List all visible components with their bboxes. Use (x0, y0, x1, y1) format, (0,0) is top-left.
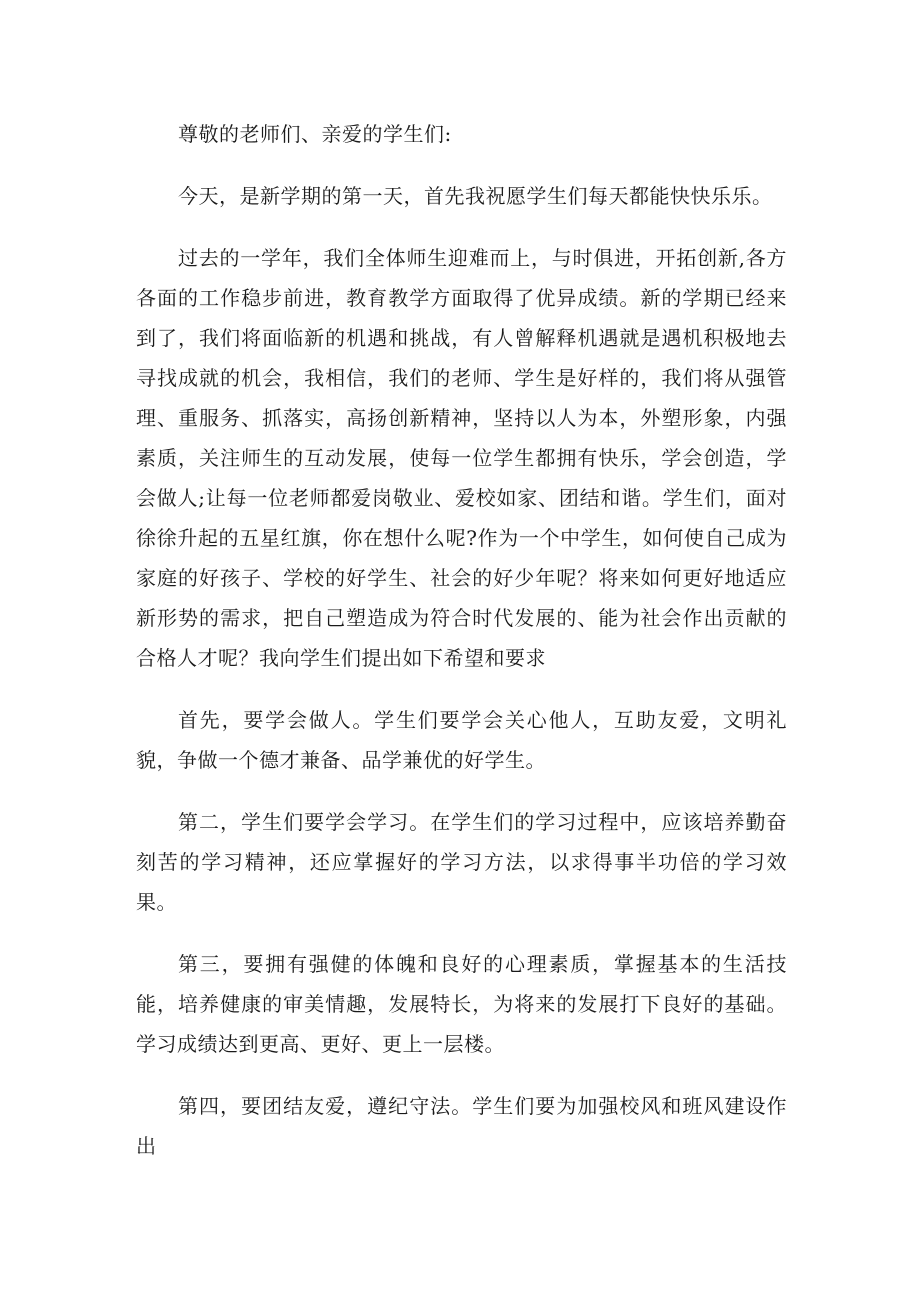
paragraph-third-requirement: 第三，要拥有强健的体魄和良好的心理素质，掌握基本的生活技能，培养健康的审美情趣，发展特长，为将来的发展打下良好的基础。学习成绩达到更高、更好、更上一层楼。 (136, 952, 787, 1056)
paragraph-first-requirement: 首先，要学会做人。学生们要学会关心他人，互助友爱，文明礼貌，争做一个德才兼备、品学兼优的好学生。 (136, 708, 787, 772)
paragraph-greeting: 今天，是新学期的第一天，首先我祝愿学生们每天都能快快乐乐。 (178, 184, 773, 208)
paragraph-second-requirement: 第二，学生们要学会学习。在学生们的学习过程中，应该培养勤奋刻苦的学习精神，还应掌握好的学习方法，以求得事半功倍的学习效果。 (136, 810, 787, 914)
paragraph-review: 过去的一学年，我们全体师生迎难而上，与时俱进，开拓创新,各方各面的工作稳步前进，教育教学方面取得了优异成绩。新的学期已经来到了，我们将面临新的机遇和挑战，有人曾解释机遇就是遇机积极地去寻找成就的机会，我相信，我们的老师、学生是好样的，我们将从强管理、重服务、抓落实，高扬创新精神，坚持以人为本，外塑形象，内强素质，关注师生的互动发展，使每一位学生都拥有快乐，学会创造，学会做人;让每一位老师都爱岗敬业、爱校如家、团结和谐。学生们，面对徐徐升起的五星红旗，你在想什么呢?作为一个中学生，如何使自己成为家庭的好孩子、学校的好学生、社会的好少年呢？将来如何更好地适应新形势的需求，把自己塑造成为符合时代发展的、能为社会作出贡献的合格人才呢？我向学生们提出如下希望和要求 (136, 246, 787, 670)
salutation: 尊敬的老师们、亲爱的学生们: (178, 122, 452, 146)
document-body (136, 114, 787, 1188)
paragraph-fourth-requirement: 第四，要团结友爱，遵纪守法。学生们要为加强校风和班风建设作出 (136, 1094, 787, 1158)
